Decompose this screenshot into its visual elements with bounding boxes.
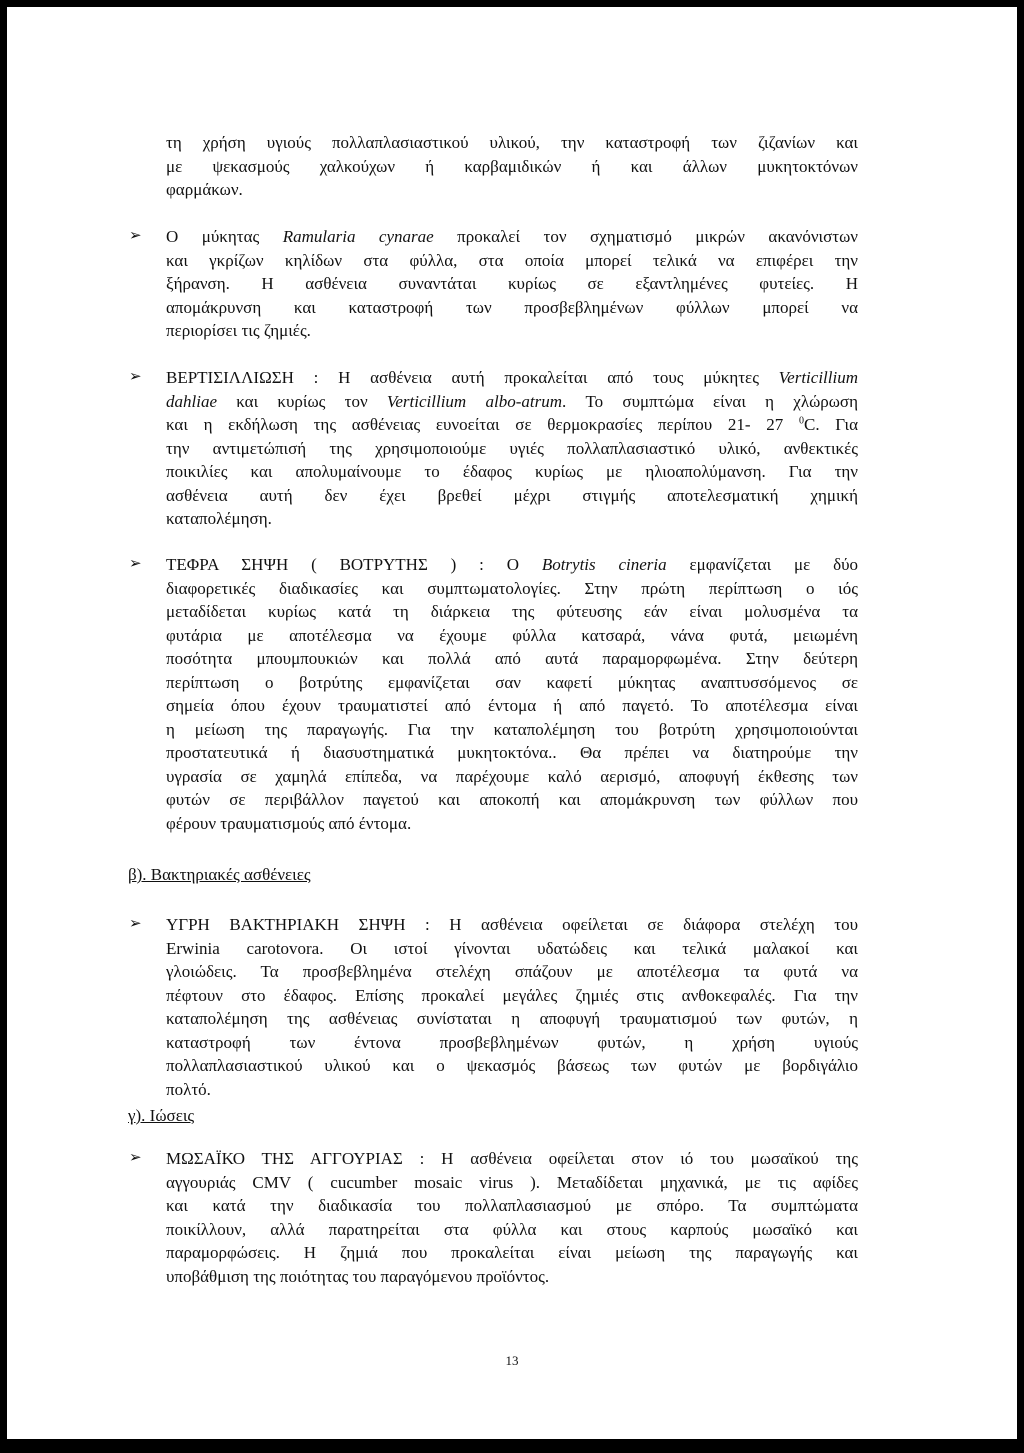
bullet-arrow-icon: ➢ [129,228,142,244]
section-heading-bacterial: β). Βακτηριακές ασθένειες [128,865,311,884]
text-line: υγρασία σε χαμηλά επίπεδα, να παρέχουμε καλό αερισμό, αποφυγή έκθεσης των [166,766,858,786]
text-line: απομάκρυνση και καταστροφή των προσβεβλημένων φύλλων μπορεί να [166,297,858,317]
text-line: περίπτωση ο βοτρύτης εμφανίζεται σαν καφετί μύκητας αναπτυσσόμενος σε [166,672,858,692]
text-line: Erwinia carotovora. Οι ιστοί γίνονται υδατώδεις και τελικά μαλακοί και [166,938,858,958]
verticillium-paragraph [166,366,858,531]
text-line: ΜΩΣΑΪΚΟ ΤΗΣ ΑΓΓΟΥΡΙΑΣ : Η ασθένεια οφείλεται στον ιό του μωσαϊκού της [166,1149,858,1168]
text-line: πέφτουν στο έδαφος. Επίσης προκαλεί μεγάλες ζημιές στις ανθοκεφαλές. Για την [166,985,858,1005]
text-line: περιορίσει τις ζημιές. [166,321,311,340]
text-line: πολτό. [166,1079,211,1099]
text-line: φέρουν τραυματισμούς από έντομα. [166,813,412,833]
bullet-arrow-icon: ➢ [129,556,142,572]
text-line: καταπολέμηση. [166,509,272,528]
text-line: Ο μύκητας Ramularia cynarae προκαλεί τον σχηματισμό μικρών ακανόνιστων [166,227,858,246]
text-line: ξήρανση. Η ασθένεια συναντάται κυρίως σε εξαντλημένες φυτείες. Η [166,274,858,293]
document-page [7,7,1017,1439]
species-name: Ramularia cynarae [282,227,434,246]
text-line: φαρμάκων. [166,180,243,199]
page-number: 13 [505,1353,519,1368]
text-line: ΒΕΡΤΙΣΙΛΛΙΩΣΗ : Η ασθένεια αυτή προκαλείται από τους μύκητες Verticillium [166,368,858,387]
text-line: ασθένεια αυτή δεν έχει βρεθεί μέχρι στιγμής αποτελεσματική χημική [166,485,858,505]
botrytis-paragraph [166,553,858,835]
text-line: την αντιμετώπισή της χρησιμοποιούμε υγιές πολλαπλασιαστικό υλικό, ανθεκτικές [166,438,858,458]
text-line: καταπολέμηση της ασθένειας συνίσταται η αποφυγή τραυματισμού των φυτών, η [166,1009,858,1028]
text-line: προστατευτικά ή διασυστηματικά μυκητοκτόνα.. Θα πρέπει να διατηρούμε την [166,743,858,762]
text-line: ΥΓΡΗ ΒΑΚΤΗΡΙΑΚΗ ΣΗΨΗ : Η ασθένεια οφείλεται σε διάφορα στελέχη του [166,915,858,934]
text-line: διαφορετικές διαδικασίες και συμπτωματολογίες. Στην πρώτη περίπτωση ο ιός [166,578,858,598]
bullet-arrow-icon: ➢ [129,369,142,385]
text-line: μεταδίδεται κυρίως κατά τη διάρκεια της φύτευσης εάν είναι μολυσμένα τα [166,602,858,621]
text-line: φυτάρια με αποτέλεσμα να έχουμε φύλλα κατσαρά, νάνα φυτά, μειωμένη [166,625,858,645]
text-line: ποσότητα μπουμπουκιών και πολλά από αυτά παραμορφωμένα. Στην δεύτερη [166,649,858,668]
text-line: ποικίλλουν, αλλά παρατηρείται στα φύλλα και στους καρπούς μωσαϊκό και [166,1219,858,1239]
text-line: καταστροφή των έντονα προσβεβλημένων φυτών, η χρήση υγιούς [166,1032,858,1052]
text-line: τη χρήση υγιούς πολλαπλασιαστικού υλικού, την καταστροφή των ζιζανίων και [166,133,858,152]
text-line: ποικιλίες και απολυμαίνουμε το έδαφος κυρίως με ηλιοαπολύμανση. Για την [166,462,858,481]
section-heading-viral: γ). Ιώσεις [128,1106,195,1125]
bullet-arrow-icon: ➢ [129,1150,142,1166]
text-line: γλοιώδεις. Τα προσβεβλημένα στελέχη σπάζουν με αποτέλεσμα τα φυτά να [166,962,858,981]
text-line: και η εκδήλωση της ασθένειας ευνοείται σε θερμοκρασίες περίπου 21- 27 $^0$C. Για [166,415,858,434]
text-line: με ψεκασμούς χαλκούχων ή καρβαμιδικών ή και άλλων μυκητοκτόνων [166,156,858,176]
text-line: αγγουριάς CMV ( cucumber mosaic virus ). Μεταδίδεται μηχανικά, με τις αφίδες [166,1172,858,1192]
text-line: και γκρίζων κηλίδων στα φύλλα, στα οποία μπορεί τελικά να επιφέρει την [166,250,858,270]
ramularia-paragraph [166,225,858,343]
bullet-arrow-icon: ➢ [129,916,142,932]
text-line: φυτών σε περιβάλλον παγετού και αποκοπή και απομάκρυνση των φύλλων που [166,790,858,809]
text-line: η μείωση της παραγωγής. Για την καταπολέμηση του βοτρύτη χρησιμοποιούνται [166,719,858,739]
intro-paragraph [166,131,858,202]
text-line: υποβάθμιση της ποιότητας του παραγόμενου προϊόντος. [166,1266,550,1286]
species-name: Botrytis cineria [541,555,667,574]
text-line: dahliae και κυρίως τον Verticillium albo-atrum. Το συμπτώμα είναι η χλώρωση [166,391,858,411]
text-line: ΤΕΦΡΑ ΣΗΨΗ ( ΒΟΤΡΥΤΗΣ ) : Ο Botrytis cineria εμφανίζεται με δύο [166,555,858,574]
text-line: και κατά την διαδικασία του πολλαπλασιασμού με σπόρο. Τα συμπτώματα [166,1196,858,1215]
erwinia-paragraph [166,913,858,1101]
cmv-paragraph [166,1147,858,1288]
species-name: Verticillium [778,368,858,387]
text-line: πολλαπλασιαστικού υλικού και ο ψεκασμός βάσεως των φυτών με βορδιγάλιο [166,1056,858,1075]
text-line: παραμορφώσεις. Η ζημιά που προκαλείται είναι μείωση της παραγωγής και [166,1243,858,1262]
text-line: σημεία όπου έχουν τραυματιστεί από έντομα ή από παγετό. Το αποτέλεσμα είναι [166,696,858,715]
